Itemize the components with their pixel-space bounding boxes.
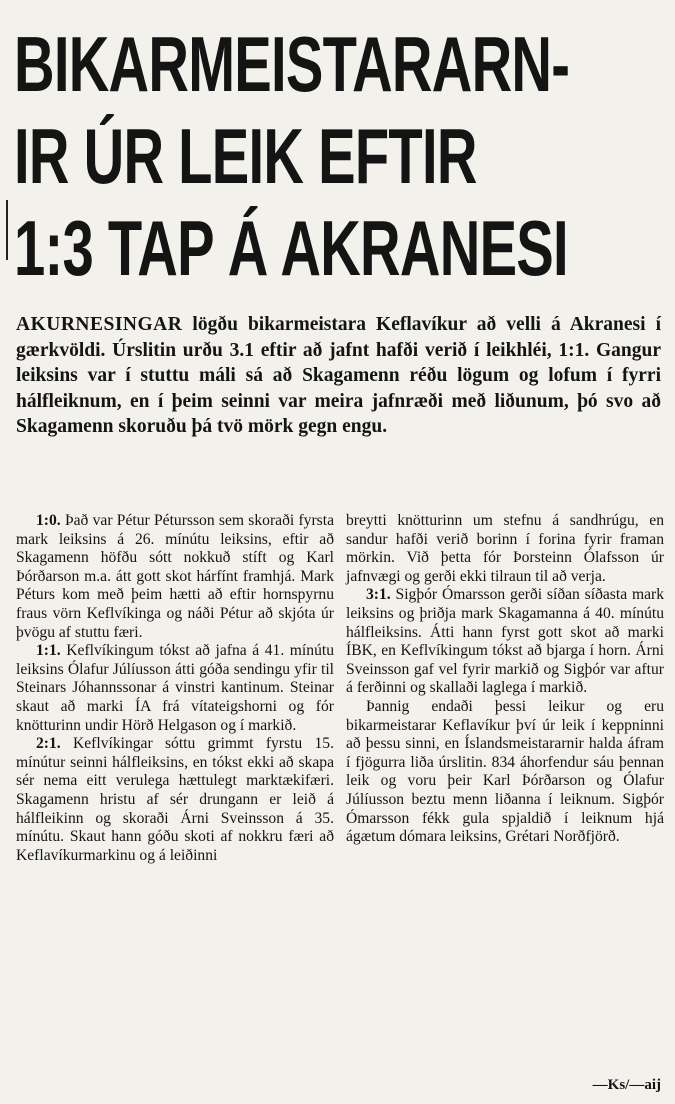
- lead-paragraph: [16, 312, 661, 440]
- lead-text: lögðu bikarmeistara Keflavíkur að velli á Akranesi í gærkvöldi. Úrslitin urðu 3.1 eftir að jafnt hafði verið í leikhléi, 1:1. Gangur leiksins var í stuttu máli sá að Skagamenn réðu lögum og lofum í fyrri hálfleiknum, en í þeim seinni var meira jafnræði með liðunum, þó svo að Skagamenn skoruðu þá tvö mörk gegn engu.: [16, 314, 661, 437]
- headline-line-1: BIKARMEISTARARN-: [14, 20, 570, 108]
- article-column-right: [346, 512, 664, 847]
- paragraph-3: [16, 735, 334, 865]
- paragraph-3-continued: breytti knötturinn um stefnu á sandhrúgu, en sandur hafði verið borinn í forina fyrir framan mörkin. Við þetta fór Þorsteinn Ólafsson úr jafnvægi og gerði ekki tilraun til að verja.: [346, 512, 664, 585]
- paragraph-1-text: Það var Pétur Pétursson sem skoraði fyrsta mark leiksins á 26. mínútu leiksins, eftir að Skagamenn höfðu sótt nokkuð stíft og Karl Þórðarson m.a. átt gott skot hárfínt framhjá. Mark Péturs kom með þeim hætti að eftir hornspyrnu fraus vörn Keflvíkinga og náði Pétur að skjóta úr þvögu af stuttu færi.: [16, 512, 334, 641]
- headline: [14, 18, 570, 294]
- paragraph-4-text: Sigþór Ómarsson gerði síðan síðasta mark leiksins og þriðja mark Skagamanna á 40. mínútu hálfleiksins. Átti hann fyrst gott skot að marki ÍBK, en Keflvíkingum tókst að bjarga í horn. Árni Sveinsson gaf vel fyrir markið og Sigþór var aftur á ferðinni og skallaði laglega í markið.: [346, 586, 664, 697]
- score-1-1: 1:1.: [36, 642, 61, 660]
- author-signature: —Ks/—aij: [592, 1077, 661, 1093]
- headline-line-2: IR ÚR LEIK EFTIR: [14, 112, 477, 200]
- paragraph-4: [346, 586, 664, 698]
- headline-line-3: 1:3 TAP Á AKRANESI: [14, 204, 568, 292]
- score-1-0: 1:0.: [36, 512, 61, 529]
- score-2-1: 2:1.: [36, 735, 61, 753]
- article-column-left: [16, 512, 334, 865]
- column-rule: [6, 200, 8, 260]
- paragraph-2-text: Keflvíkingum tókst að jafna á 41. mínútu leiksins Ólafur Júlíusson átti góða sendingu yfir til Steinars Jóhannssonar á vinstri kantinum. Steinar skaut að marki ÍA frá vítateigshorni og fór knötturinn undir Hörð Helgason og í markið.: [16, 642, 334, 734]
- paragraph-3-text: Keflvíkingar sóttu grimmt fyrstu 15. mínútur seinni hálfleiksins, en tókst ekki að skapa sér nema eitt verulega hættulegt marktækifæri. Skagamenn hristu af sér drungann er leið á hálfleikinn og skoraði Árni Sveinsson á 35. mínútu. Skaut hann góðu skoti af nokkru færi að Keflavíkurmarkinu og á leiðinni: [16, 735, 334, 864]
- lead-kicker: AKURNESINGAR: [16, 314, 183, 335]
- score-3-1: 3:1.: [366, 586, 391, 604]
- paragraph-1: [16, 512, 334, 642]
- paragraph-2: [16, 642, 334, 735]
- paragraph-5: Þannig endaði þessi leikur og eru bikarmeistarar Keflavíkur því úr leik í keppninni að þessu sinni, en Íslandsmeistararnir halda áfram í fjögurra liða úrslitin. 834 áhorfendur sáu þennan leik og voru þeir Karl Þórðarson og Ólafur Júlíusson beztu menn liðanna í leiknum. Sigþór Ómarsson fékk gula spjaldið í leiknum hjá ágætum dómara leiksins, Grétari Norðfjörð.: [346, 697, 664, 846]
